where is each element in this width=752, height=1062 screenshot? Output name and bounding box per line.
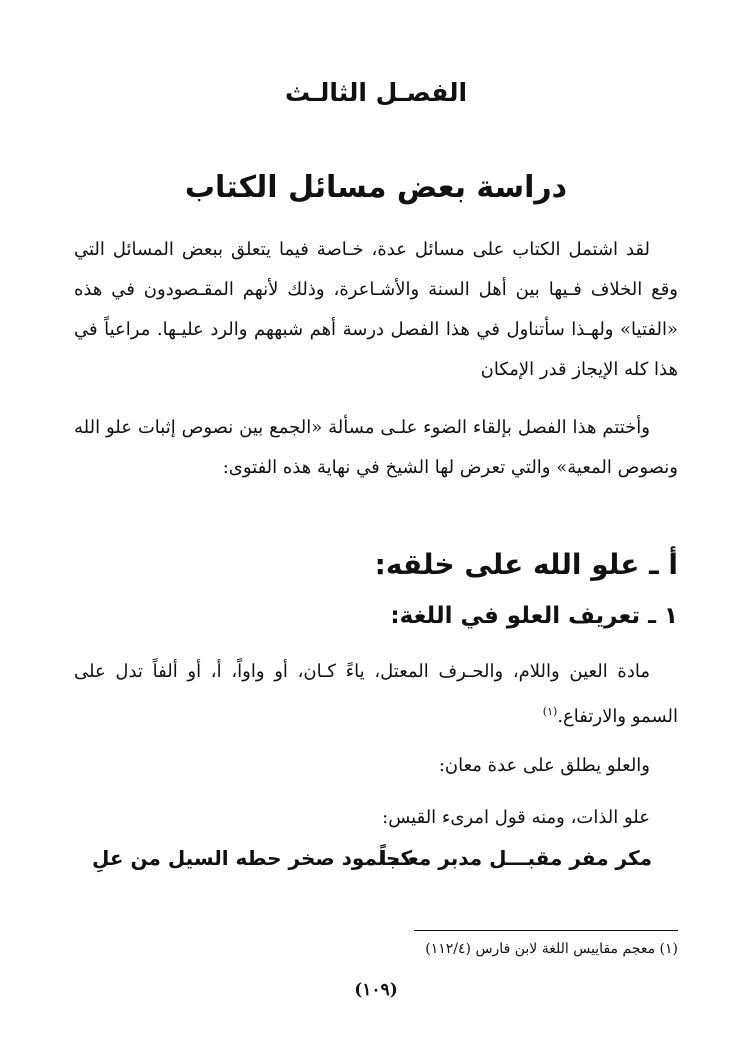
meanings-line: والعلو يطلق على عدة معان: [438, 755, 650, 776]
intro-paragraph: لقد اشتمل الكتاب على مسائل عدة، خـاصة فيما يتعلق ببعض المسائل التي وقع الخلاف فـيها بين أهل السنة والأشـاعرة، وذلك لأنهم المقـصودون في هذه «الفتيا» ولهـذا سأتناول في هذا الفصل درسة أهم شبههم والرد عليـها. مراعياً في هذا كله الإيجاز قدر الإمكان [74, 239, 678, 380]
definition-paragraph [74, 652, 678, 737]
poet-quote-line: علو الذات، ومنه قول امرىء القيس: [382, 807, 650, 828]
verse-second-hemistich: كجلمود صخر حطه السيل من علِ [92, 846, 413, 870]
footnote: (١) معجم مقاييس اللغة لابن فارس (١١٢/٤) [425, 941, 678, 957]
sub-heading: ١ ـ تعريف العلو في اللغة: [390, 603, 678, 629]
closing-paragraph: وأختتم هذا الفصل بإلقاء الضوء علـى مسألة «الجمع بين نصوص إثبات علو الله ونصوص المعية» والتي تعرض لها الشيخ في نهاية هذه الفتوى: [74, 417, 678, 478]
poetry-verse [92, 846, 652, 886]
footnote-divider [414, 930, 678, 931]
footnote-reference: (١) [542, 705, 558, 718]
section-heading: أ ـ علو الله على خلقه: [374, 548, 678, 581]
verse-first-hemistich: مكر مفر مقبـــل مدبر معـــاً [379, 846, 652, 870]
chapter-title: الفصـل الثالـث [284, 78, 468, 107]
page-number: (١٠٩) [354, 980, 398, 1000]
main-heading: دراسة بعض مسائل الكتاب [184, 170, 568, 205]
definition-text: مادة العين واللام، والحـرف المعتل، ياءً كـان، أو واواً، أ، أو ألفاً تدل على السمو والارتفاع. [74, 661, 678, 727]
